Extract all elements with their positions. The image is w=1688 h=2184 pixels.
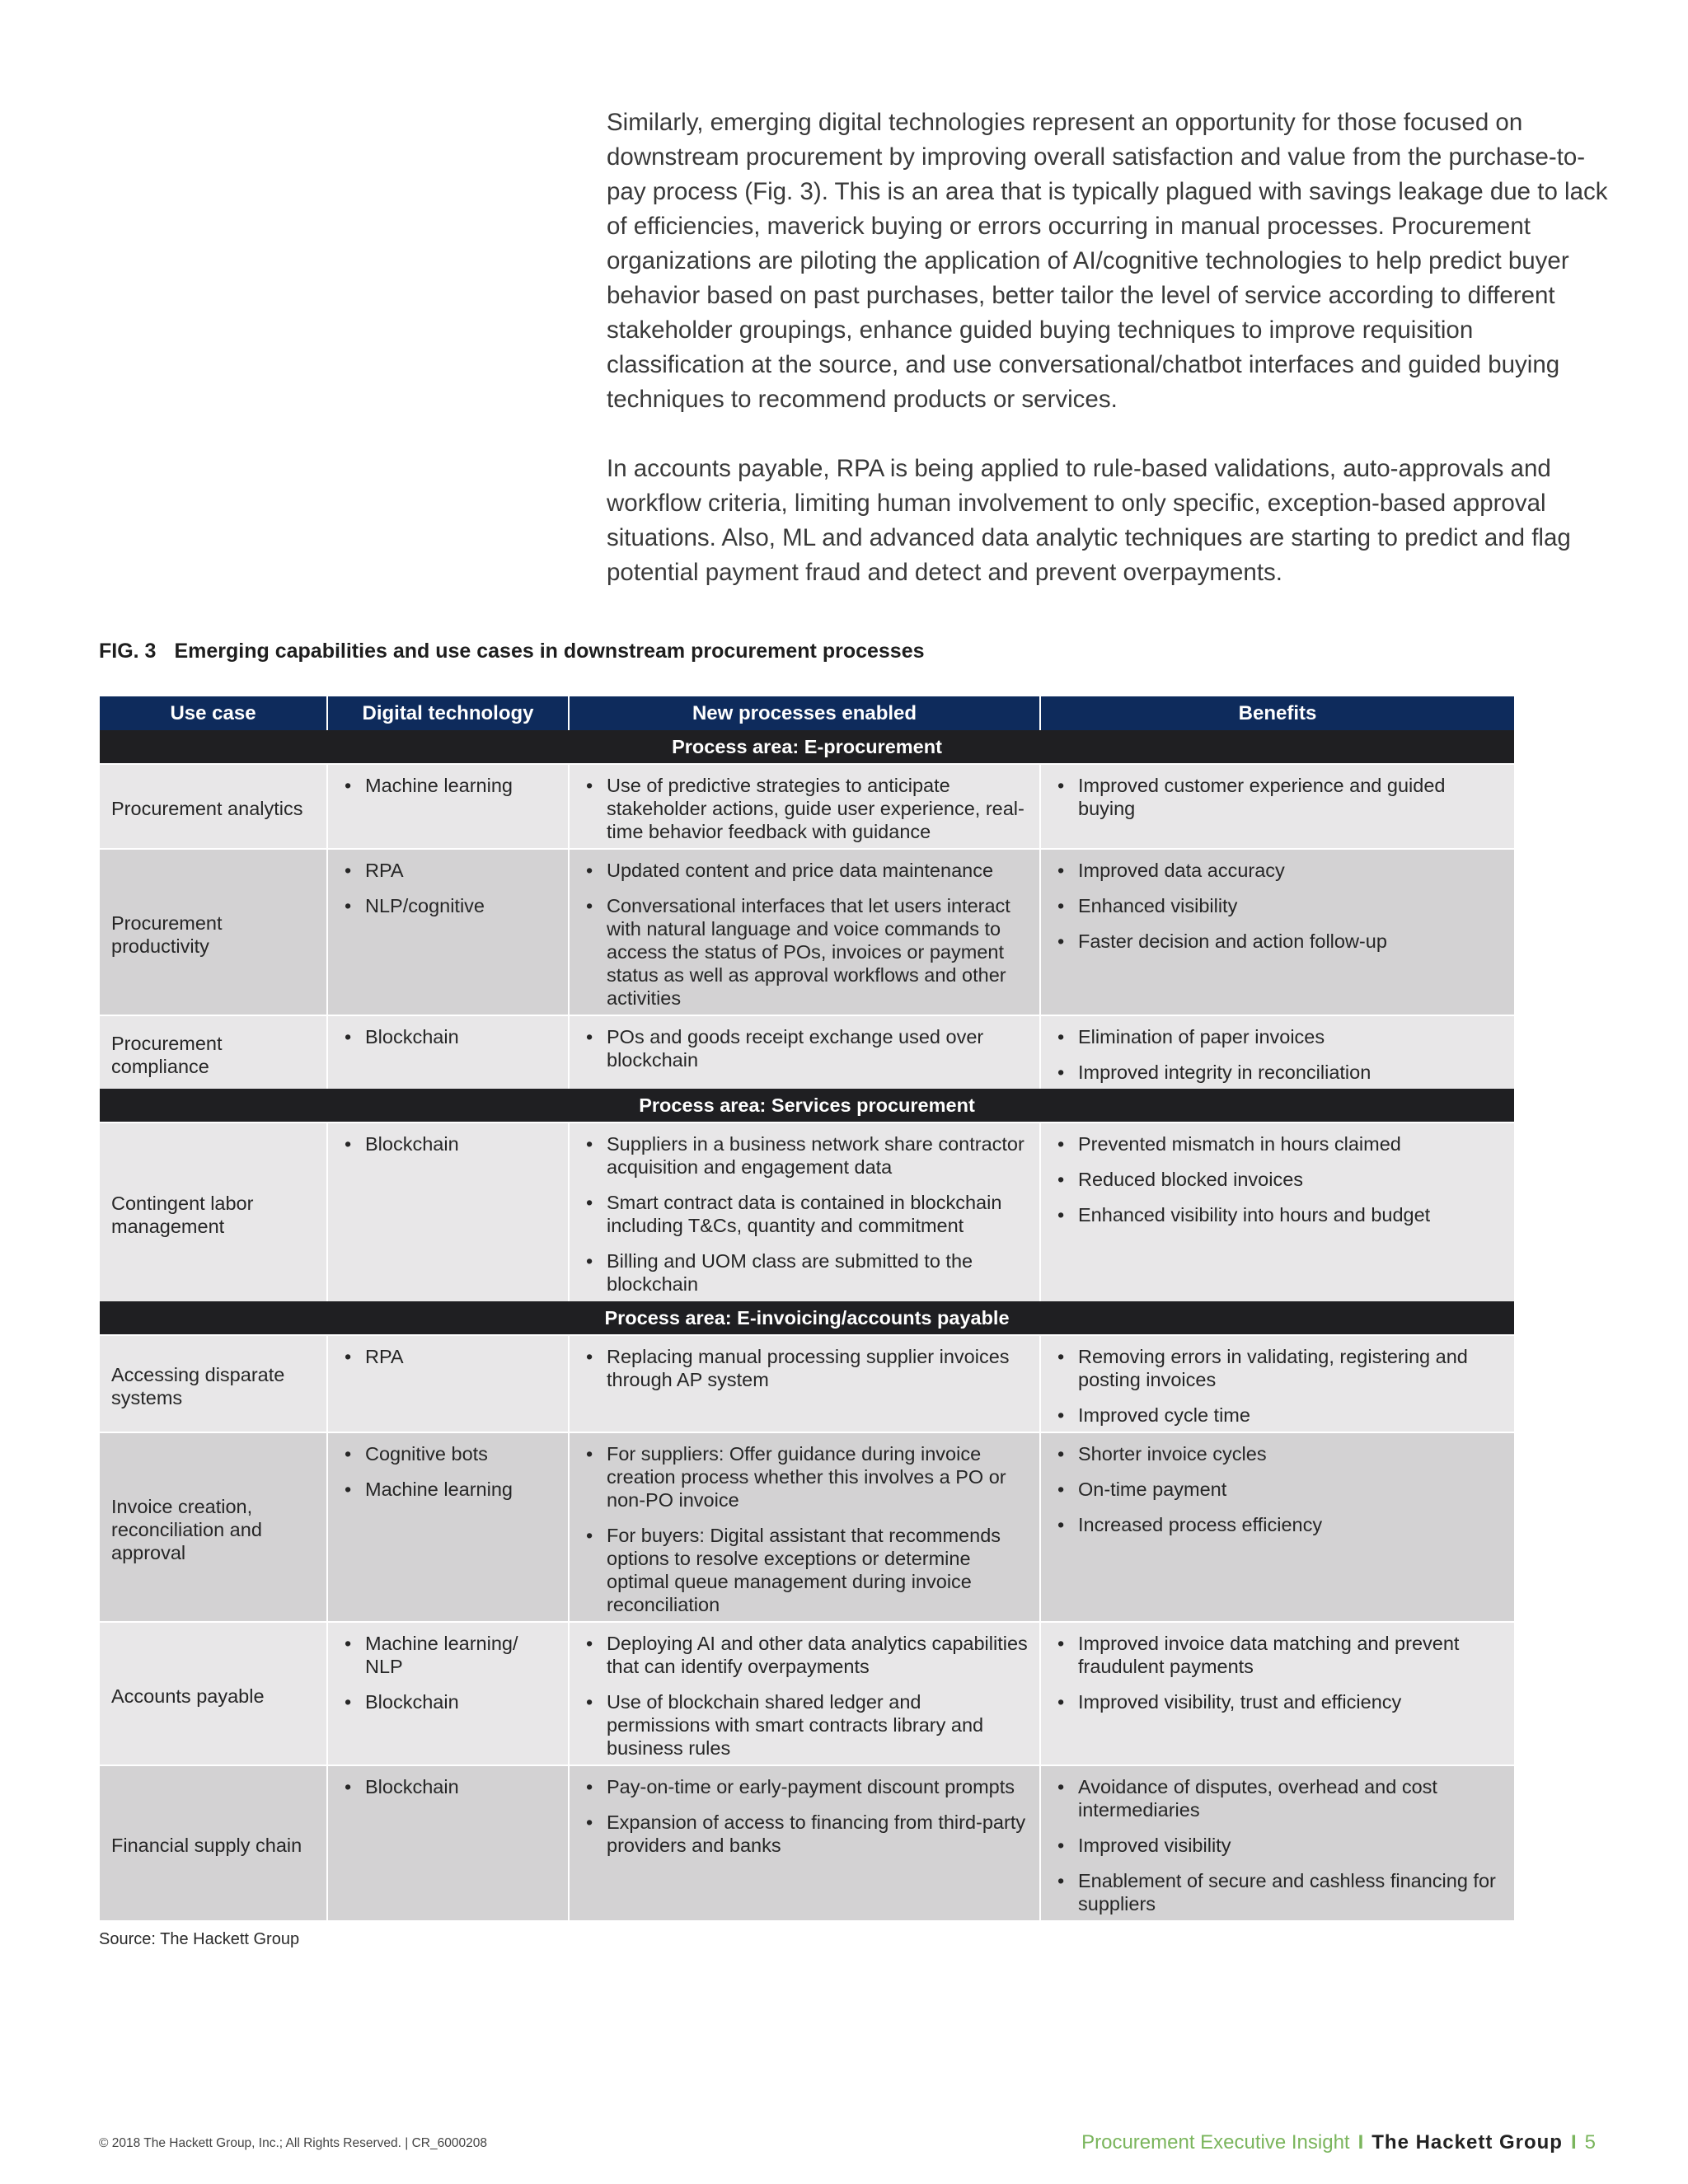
benefit-item: • Improved invoice data matching and prevent fraudulent payments [1051, 1632, 1504, 1678]
table-row [100, 1765, 1514, 1920]
process-area-label: Process area: E-procurement [100, 730, 1514, 764]
table-row [100, 1622, 1514, 1765]
benefit-item: • Faster decision and action follow-up [1051, 930, 1504, 953]
use-case-cell: Contingent labor management [100, 1122, 327, 1301]
processes-cell [569, 1765, 1040, 1920]
table-row [100, 1122, 1514, 1301]
use-case-cell: Accessing disparate systems [100, 1335, 327, 1432]
use-case-cell: Financial supply chain [100, 1765, 327, 1920]
use-case-cell: Invoice creation, reconciliation and approval [100, 1432, 327, 1622]
footer-copyright: © 2018 The Hackett Group, Inc.; All Rights Reserved. | CR_6000208 [99, 2136, 487, 2150]
technology-item: • Blockchain [338, 1775, 558, 1798]
technology-cell [327, 1015, 569, 1089]
processes-cell [569, 1622, 1040, 1765]
header-benefits: Benefits [1040, 696, 1514, 730]
benefits-cell [1040, 1622, 1514, 1765]
benefits-cell [1040, 849, 1514, 1015]
process-item: • Billing and UOM class are submitted to the blockchain [579, 1249, 1029, 1296]
table-header-row [100, 696, 1514, 730]
process-item: • Conversational interfaces that let users interact with natural language and voice commands to access the status of POs, invoices or payment status as well as approval workflows and other activities [579, 894, 1029, 1010]
figure-source: Source: The Hackett Group [99, 1930, 300, 1948]
process-item: • Use of blockchain shared ledger and permissions with smart contracts library and business rules [579, 1690, 1029, 1760]
process-item: • Expansion of access to financing from third-party providers and banks [579, 1811, 1029, 1857]
process-item: • POs and goods receipt exchange used over blockchain [579, 1025, 1029, 1071]
processes-cell [569, 1335, 1040, 1432]
process-item: • Replacing manual processing supplier invoices through AP system [579, 1345, 1029, 1391]
process-area-label: Process area: Services procurement [100, 1089, 1514, 1122]
benefits-cell [1040, 1122, 1514, 1301]
table-row [100, 849, 1514, 1015]
benefits-cell [1040, 1432, 1514, 1622]
processes-cell [569, 1122, 1040, 1301]
table-row [100, 764, 1514, 849]
process-area-row [100, 1089, 1514, 1122]
footer-separator: I [1570, 2131, 1577, 2154]
table-row [100, 1015, 1514, 1089]
intro-text [607, 105, 1612, 625]
benefit-item: • Improved cycle time [1051, 1404, 1504, 1427]
figure-number: FIG. 3 [99, 640, 157, 663]
benefit-item: • Shorter invoice cycles [1051, 1442, 1504, 1465]
technology-cell [327, 1432, 569, 1622]
technology-item: • RPA [338, 859, 558, 882]
benefit-item: • Prevented mismatch in hours claimed [1051, 1132, 1504, 1155]
technology-cell [327, 1622, 569, 1765]
use-case-cell: Procurement analytics [100, 764, 327, 849]
process-item: • Pay-on-time or early-payment discount prompts [579, 1775, 1029, 1798]
technology-cell [327, 1122, 569, 1301]
process-item: • For buyers: Digital assistant that recommends options to resolve exceptions or determine optimal queue management during invoice reconciliation [579, 1524, 1029, 1616]
technology-item: • Machine learning [338, 774, 558, 797]
technology-cell [327, 1765, 569, 1920]
process-area-row [100, 1301, 1514, 1335]
benefit-item: • Elimination of paper invoices [1051, 1025, 1504, 1048]
technology-item: • Cognitive bots [338, 1442, 558, 1465]
intro-paragraph-1-end: . This is an area that is typically plagued with savings leakage due to lack of efficiencies, maverick buying or errors occurring in manual processes. Procurement organizations are piloting the application of AI/cognitive technologies to help predict buyer behavior based on past purchases, better tailor the level of service according to different stakeholder groupings, enhance guided buying techniques to improve requisition classification at the source, and use conversational/chatbot interfaces and guided buying techniques to recommend products or services. [607, 178, 1608, 413]
technology-item: • Machine learning [338, 1478, 558, 1501]
figure-reference: (Fig. 3) [744, 178, 822, 205]
benefit-item: • Removing errors in validating, registering and posting invoices [1051, 1345, 1504, 1391]
intro-paragraph-2: In accounts payable, RPA is being applied to rule-based validations, auto-approvals and workflow criteria, limiting human involvement to only specific, exception-based approval situations. Also, ML and advanced data analytic techniques are starting to predict and flag potential payment fraud and detect and prevent overpayments. [607, 455, 1571, 586]
use-case-cell: Procurement compliance [100, 1015, 327, 1089]
technology-cell [327, 764, 569, 849]
publication-name: Procurement Executive Insight [1081, 2131, 1350, 2154]
technology-item: • Blockchain [338, 1132, 558, 1155]
process-item: • Use of predictive strategies to anticipate stakeholder actions, guide user experience, real-time behavior feedback with guidance [579, 774, 1029, 843]
benefit-item: • Avoidance of disputes, overhead and cost intermediaries [1051, 1775, 1504, 1821]
benefit-item: • Improved visibility [1051, 1834, 1504, 1857]
processes-cell [569, 764, 1040, 849]
benefits-cell [1040, 764, 1514, 849]
benefit-item: • Enhanced visibility into hours and budget [1051, 1203, 1504, 1226]
intro-paragraph-1-start: Similarly, emerging digital technologies represent an opportunity for those focused on downstream procurement by improving overall satisfaction and value from the purchase-to-pay process [607, 109, 1586, 205]
processes-cell [569, 1015, 1040, 1089]
technology-item: • RPA [338, 1345, 558, 1368]
use-case-cell: Accounts payable [100, 1622, 327, 1765]
technology-item: • Blockchain [338, 1690, 558, 1713]
process-area-label: Process area: E-invoicing/accounts payable [100, 1301, 1514, 1335]
benefit-item: • Improved integrity in reconciliation [1051, 1061, 1504, 1084]
capabilities-table [100, 696, 1514, 1920]
process-item: • For suppliers: Offer guidance during invoice creation process whether this involves a PO or non-PO invoice [579, 1442, 1029, 1511]
header-new-processes: New processes enabled [569, 696, 1040, 730]
technology-cell [327, 849, 569, 1015]
processes-cell [569, 849, 1040, 1015]
technology-cell [327, 1335, 569, 1432]
figure-caption: Emerging capabilities and use cases in downstream procurement processes [174, 640, 925, 663]
benefit-item: • Improved visibility, trust and efficiency [1051, 1690, 1504, 1713]
use-case-cell: Procurement productivity [100, 849, 327, 1015]
brand-name: The Hackett Group [1372, 2131, 1563, 2154]
technology-item: • NLP/cognitive [338, 894, 558, 917]
figure-title [99, 640, 925, 663]
technology-item: • Blockchain [338, 1025, 558, 1048]
table-row [100, 1432, 1514, 1622]
benefits-cell [1040, 1765, 1514, 1920]
benefit-item: • Reduced blocked invoices [1051, 1168, 1504, 1191]
benefit-item: • Enablement of secure and cashless financing for suppliers [1051, 1869, 1504, 1915]
benefit-item: • Enhanced visibility [1051, 894, 1504, 917]
process-area-row [100, 730, 1514, 764]
footer-separator: I [1357, 2131, 1364, 2154]
benefit-item: • On-time payment [1051, 1478, 1504, 1501]
benefit-item: • Improved data accuracy [1051, 859, 1504, 882]
footer-publication [1081, 2131, 1596, 2154]
benefit-item: • Improved customer experience and guided buying [1051, 774, 1504, 820]
benefits-cell [1040, 1015, 1514, 1089]
benefits-cell [1040, 1335, 1514, 1432]
header-digital-technology: Digital technology [327, 696, 569, 730]
header-use-case: Use case [100, 696, 327, 730]
process-item: • Updated content and price data maintenance [579, 859, 1029, 882]
benefit-item: • Increased process efficiency [1051, 1513, 1504, 1536]
technology-item: • Machine learning/ NLP [338, 1632, 558, 1678]
process-item: • Deploying AI and other data analytics capabilities that can identify overpayments [579, 1632, 1029, 1678]
process-item: • Smart contract data is contained in blockchain including T&Cs, quantity and commitment [579, 1191, 1029, 1237]
page-number: 5 [1584, 2131, 1596, 2154]
intro-paragraph-1 [607, 105, 1612, 417]
processes-cell [569, 1432, 1040, 1622]
table-row [100, 1335, 1514, 1432]
process-item: • Suppliers in a business network share contractor acquisition and engagement data [579, 1132, 1029, 1179]
